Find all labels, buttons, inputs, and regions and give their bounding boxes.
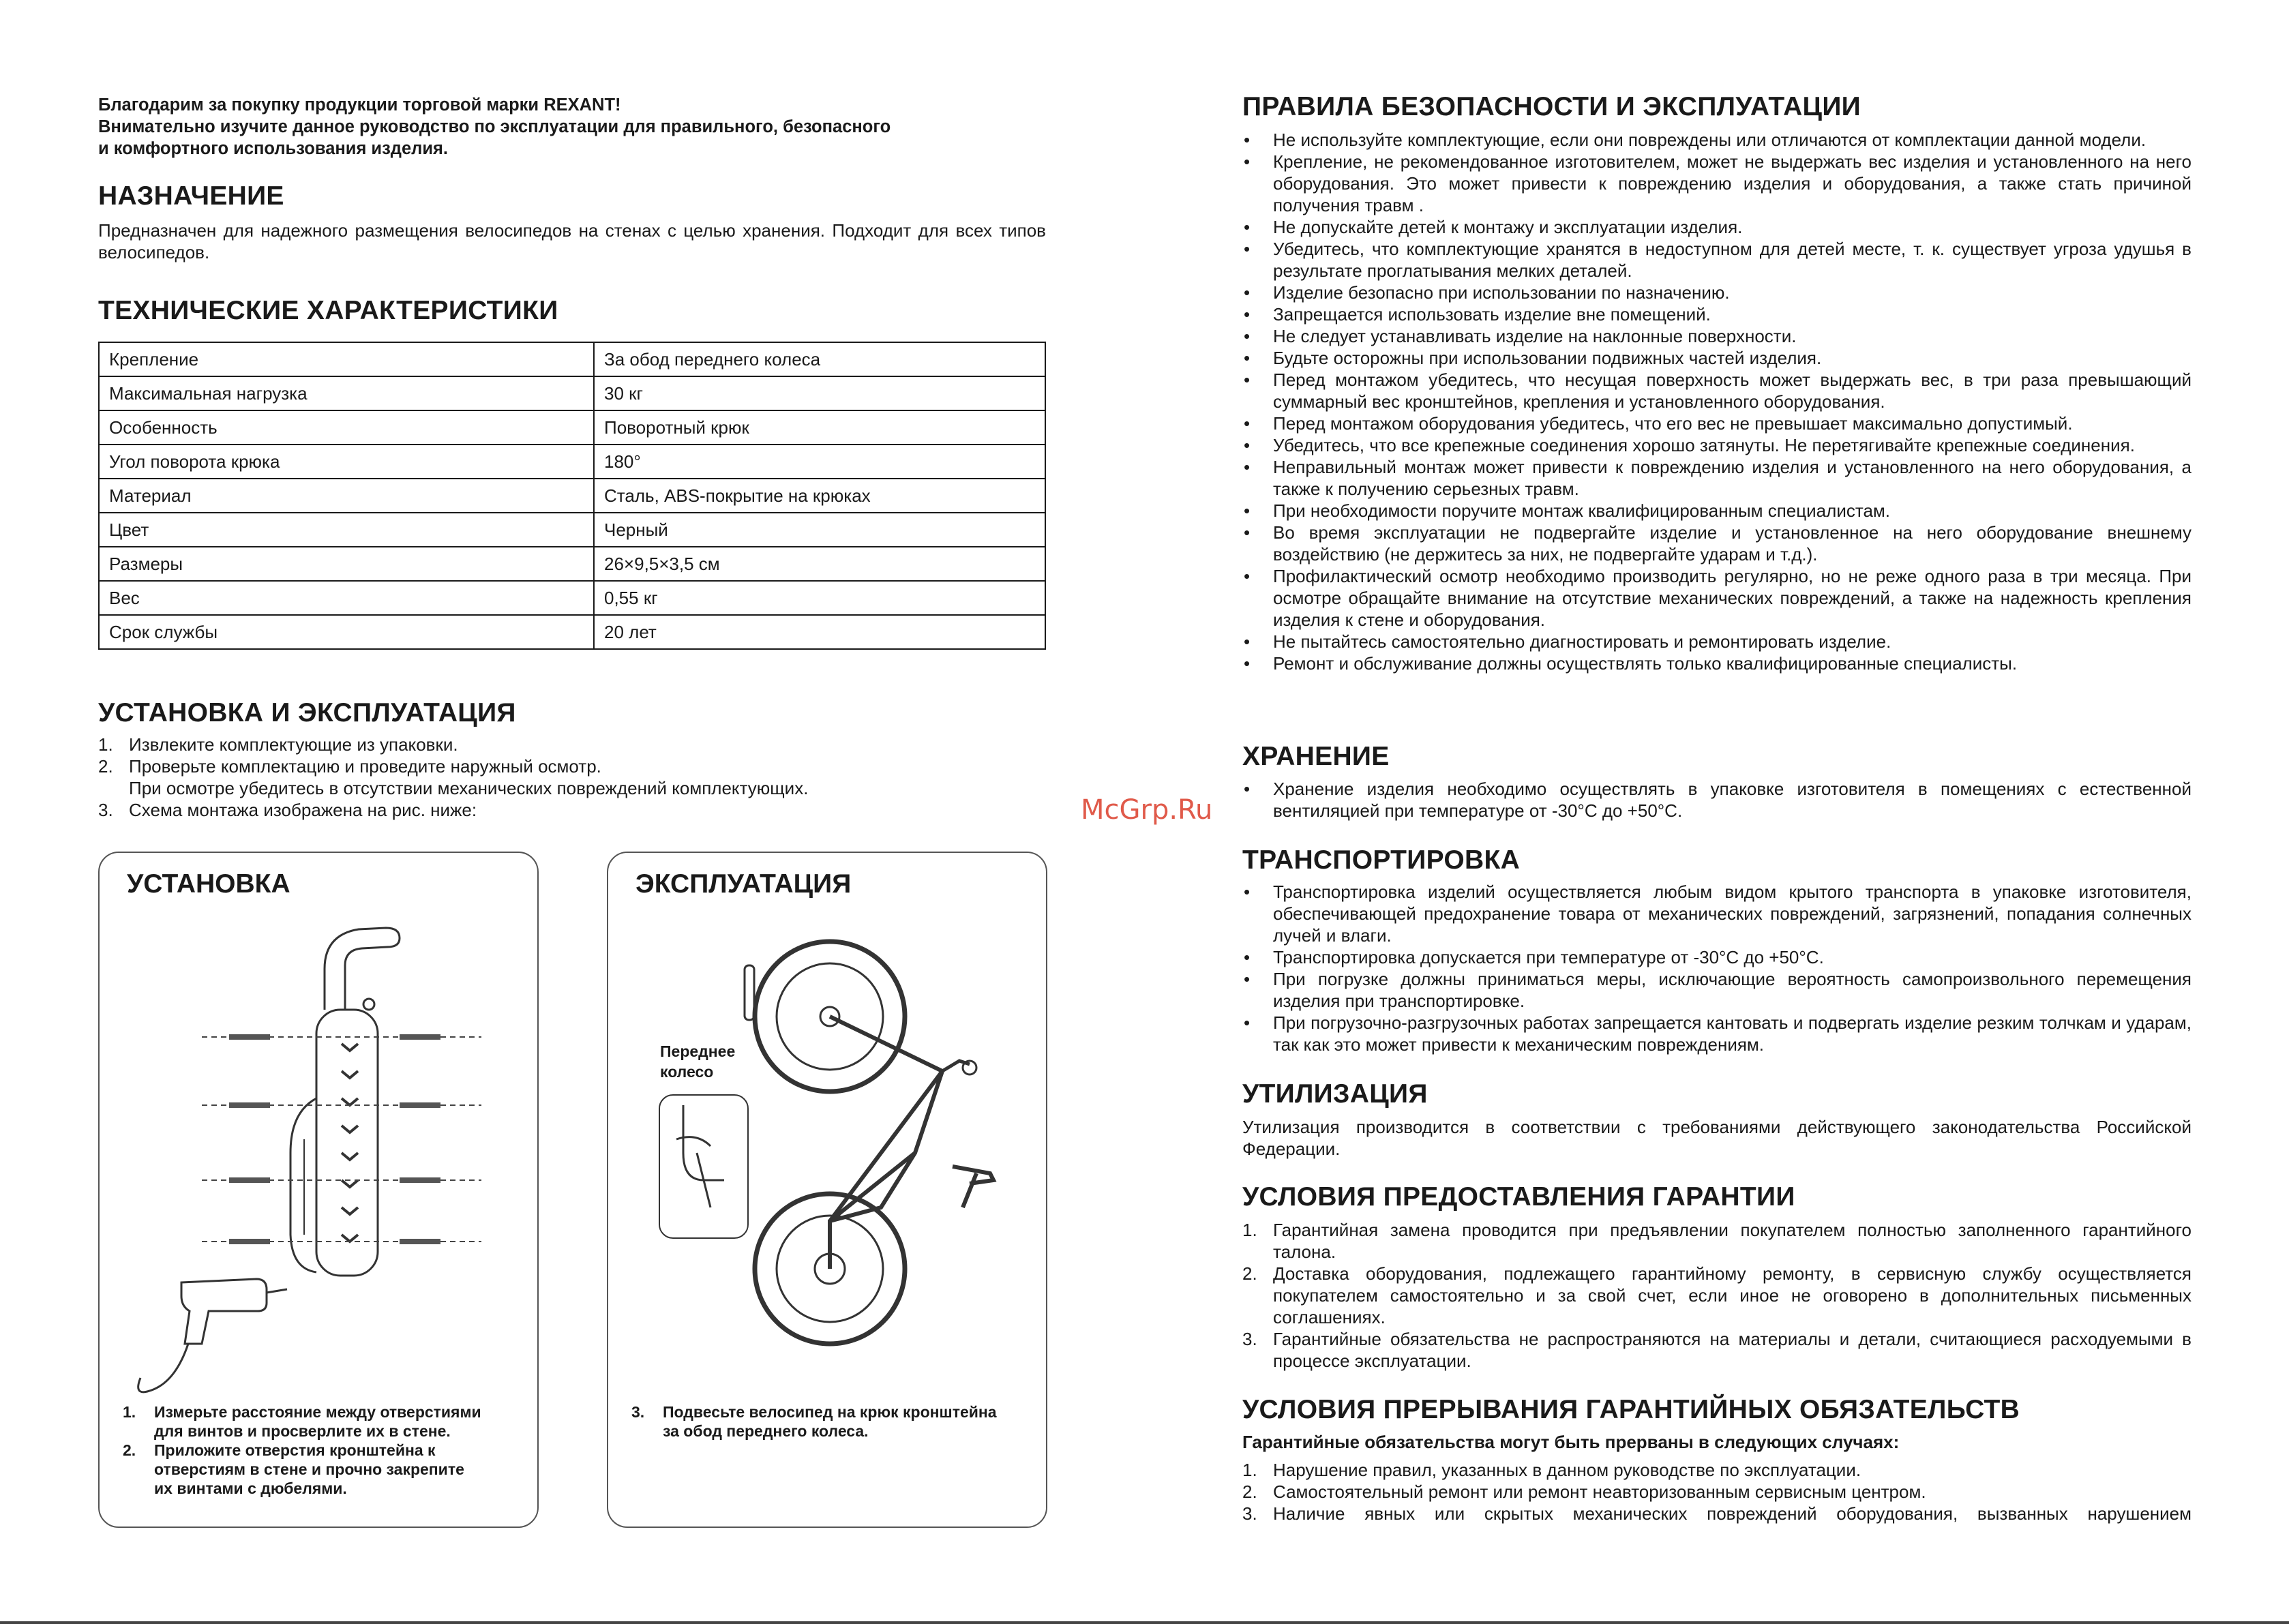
item-text: Гарантийная замена проводится при предъявлении покупателем полностью заполненного гарантийного талона. [1273, 1220, 2191, 1262]
item-number: 2. [1242, 1263, 1257, 1284]
step-number: 1. [98, 734, 113, 755]
warranty-heading: УСЛОВИЯ ПРЕДОСТАВЛЕНИЯ ГАРАНТИИ [1242, 1182, 1795, 1212]
spec-value: 0,55 кг [594, 581, 1045, 615]
hook-shape [325, 928, 400, 1010]
install-panel [98, 852, 539, 1528]
table-row [99, 479, 1045, 513]
step-text: Схема монтажа изображена на рис. ниже: [129, 800, 477, 820]
list-item: • Ремонт и обслуживание должны осуществлять только квалифицированные специалисты. [1242, 652, 2191, 674]
note-line: Измерьте расстояние между отверстиями [154, 1403, 481, 1421]
specs-table [98, 342, 1046, 650]
spec-value: Сталь, ABS-покрытие на крюках [594, 479, 1045, 513]
spec-label: Материал [99, 479, 594, 513]
spec-value: Черный [594, 513, 1045, 547]
spec-label: Срок службы [99, 615, 594, 649]
list-item: • Убедитесь, что комплектующие хранятся в недоступном для детей месте, т. к. существует угроза удушья в результате проглатывания мелких деталей. [1242, 238, 2191, 282]
step-extra: При осмотре убедитесь в отсутствии механических повреждений комплектующих. [129, 778, 809, 798]
note-line: их винтами с дюбелями. [154, 1479, 347, 1497]
transport-list [1242, 881, 2191, 1055]
note-number: 2. [123, 1441, 136, 1459]
list-item: • Перед монтажом оборудования убедитесь, что его вес не превышает максимально допустимый. [1242, 412, 2191, 434]
table-row [99, 410, 1045, 445]
list-item: • Профилактический осмотр необходимо производить регулярно, но не реже одного раза в три месяца. При осмотре обращайте внимание на отсутствие механических повреждений, а также на надежность крепления изделия к стене и оборудования. [1242, 565, 2191, 631]
list-item: • Запрещается использовать изделие вне помещений. [1242, 303, 2191, 325]
use-notes [631, 1402, 997, 1441]
table-row [99, 615, 1045, 649]
list-item: • Не используйте комплектующие, если они повреждены или отличаются от комплектации данной модели. [1242, 129, 2191, 151]
list-item [1242, 1263, 2191, 1328]
spec-label: Размеры [99, 547, 594, 581]
screw-icons [229, 1034, 440, 1244]
storage-heading: ХРАНЕНИЕ [1242, 742, 1390, 771]
storage-list [1242, 778, 2191, 822]
disposal-text: Утилизация производится в соответствии с требованиями действующего законодательства Российской Федерации. [1242, 1117, 2191, 1159]
termination-list [1242, 1459, 2191, 1524]
item-number: 1. [1242, 1460, 1257, 1480]
install-panel-title: УСТАНОВКА [127, 869, 290, 899]
table-row [99, 342, 1045, 376]
transport-heading: ТРАНСПОРТИРОВКА [1242, 845, 1521, 875]
table-row [99, 581, 1045, 615]
spec-label: Цвет [99, 513, 594, 547]
list-item: • Транспортировка допускается при температуре от -30°С до +50°С. [1242, 946, 2191, 968]
intro-line-3: и комфортного использования изделия. [98, 139, 448, 158]
use-panel [607, 852, 1047, 1528]
termination-heading: УСЛОВИЯ ПРЕРЫВАНИЯ ГАРАНТИЙНЫХ ОБЯЗАТЕЛЬСТВ [1242, 1395, 2020, 1424]
list-item [1242, 1459, 2191, 1481]
list-item: • При погрузке должны приниматься меры, исключающие вероятность самопроизвольного перемещения изделия при транспортировке. [1242, 968, 2191, 1012]
page-bottom-rule [0, 1621, 2289, 1624]
item-text: Самостоятельный ремонт или ремонт неавторизованным сервисным центром. [1273, 1482, 1926, 1502]
specs-heading: ТЕХНИЧЕСКИЕ ХАРАКТЕРИСТИКИ [98, 296, 558, 325]
use-panel-title: ЭКСПЛУАТАЦИЯ [635, 869, 852, 899]
list-item [98, 755, 1046, 799]
spec-label: Особенность [99, 410, 594, 445]
list-item [1242, 1328, 2191, 1372]
step-number: 3. [98, 800, 113, 820]
label-line: колесо [660, 1063, 714, 1081]
table-row [99, 513, 1045, 547]
installation-steps [98, 734, 1046, 821]
spec-label: Вес [99, 581, 594, 615]
item-number: 3. [1242, 1503, 1257, 1524]
item-text: Гарантийные обязательства не распространяются на материалы и детали, считающиеся расходуемыми в процессе эксплуатации. [1273, 1329, 2191, 1371]
spec-label: Максимальная нагрузка [99, 376, 594, 410]
list-item [1242, 1219, 2191, 1263]
intro [98, 94, 891, 160]
intro-line-2: Внимательно изучите данное руководство по эксплуатации для правильного, безопасного [98, 117, 891, 136]
list-item: • Убедитесь, что все крепежные соединения хорошо затянуты. Не перетягивайте крепежные соединения. [1242, 434, 2191, 456]
note-line: за обод переднего колеса. [663, 1422, 869, 1440]
note-number: 3. [631, 1403, 645, 1421]
spec-label: Крепление [99, 342, 594, 376]
note-line: Подвесьте велосипед на крюк кронштейна [663, 1403, 997, 1421]
item-number: 2. [1242, 1482, 1257, 1502]
step-number: 2. [98, 756, 113, 777]
list-item [1242, 1503, 2191, 1524]
list-item: • Крепление, не рекомендованное изготовителем, может не выдержать вес изделия и установленного на него оборудования. Это может привести к повреждению изделия и оборудования, а также стать причиной получения травм . [1242, 151, 2191, 216]
step-text: Извлеките комплектующие из упаковки. [129, 734, 458, 755]
list-item: • Неправильный монтаж может привести к повреждению изделия и установленного на него оборудования, а также к получению серьезных травм. [1242, 456, 2191, 500]
spec-label: Угол поворота крюка [99, 445, 594, 479]
label-line: Переднее [660, 1042, 736, 1060]
list-item [631, 1402, 997, 1441]
safety-list [1242, 129, 2191, 674]
list-item: • При погрузочно-разгрузочных работах запрещается кантовать и подвергать изделие резким толчкам и ударам, так как это может привести к механическим повреждениям. [1242, 1012, 2191, 1055]
step-text: Проверьте комплектацию и проведите наружный осмотр. [129, 756, 601, 777]
installation-heading: УСТАНОВКА И ЭКСПЛУАТАЦИЯ [98, 698, 516, 727]
saddle [953, 1167, 993, 1207]
list-item: • Не пытайтесь самостоятельно диагностировать и ремонтировать изделие. [1242, 631, 2191, 652]
safety-heading: ПРАВИЛА БЕЗОПАСНОСТИ И ЭКСПЛУАТАЦИИ [1242, 92, 1861, 121]
watermark: McGrp.Ru [1081, 794, 1213, 826]
item-number: 1. [1242, 1220, 1257, 1240]
spec-value: 180° [594, 445, 1045, 479]
spec-value: 26×9,5×3,5 см [594, 547, 1045, 581]
list-item: • Изделие безопасно при использовании по назначению. [1242, 282, 2191, 303]
list-item: • Не следует устанавливать изделие на наклонные поверхности. [1242, 325, 2191, 347]
list-item [123, 1402, 481, 1441]
drill-icon [138, 1279, 287, 1392]
note-number: 1. [123, 1403, 136, 1421]
item-number: 3. [1242, 1329, 1257, 1349]
list-item: • Хранение изделия необходимо осуществлять в упаковке изготовителя в помещениях с естественной вентиляцией при температуре от -30°С до +50°С. [1242, 778, 2191, 822]
spec-value: Поворотный крюк [594, 410, 1045, 445]
note-line: отверстиям в стене и прочно закрепите [154, 1460, 464, 1478]
purpose-heading: НАЗНАЧЕНИЕ [98, 181, 284, 211]
note-line: для винтов и просверлите их в стене. [154, 1422, 451, 1440]
item-text: Нарушение правил, указанных в данном руководстве по эксплуатации. [1273, 1460, 1861, 1480]
list-item: • Транспортировка изделий осуществляется любым видом крытого транспорта в упаковке изготовителя, обеспечивающей предохранение товара от механических повреждений, загрязнений, попадания солнечных лучей и влаги. [1242, 881, 2191, 946]
list-item [123, 1441, 481, 1498]
table-row [99, 376, 1045, 410]
disposal-heading: УТИЛИЗАЦИЯ [1242, 1079, 1428, 1109]
bike-frame [830, 1017, 942, 1269]
list-item [98, 734, 1046, 755]
chevron-icons [342, 1044, 358, 1242]
detail-inset [659, 1095, 748, 1238]
list-item: • Перед монтажом убедитесь, что несущая поверхность может выдержать вес, в три раза превышающий суммарный вес кронштейнов, крепления и установленного оборудования. [1242, 369, 2191, 412]
table-row [99, 445, 1045, 479]
purpose-text: Предназначен для надежного размещения велосипедов на стенах с целью хранения. Подходит для всех типов велосипедов. [98, 220, 1046, 262]
note-line: Приложите отверстия кронштейна к [154, 1441, 436, 1459]
install-notes [123, 1402, 481, 1498]
warranty-list [1242, 1219, 2191, 1372]
spec-value: За обод переднего колеса [594, 342, 1045, 376]
list-item: • При необходимости поручите монтаж квалифицированным специалистам. [1242, 500, 2191, 522]
intro-line-1: Благодарим за покупку продукции торговой марки REXANT! [98, 95, 621, 115]
list-item: • Будьте осторожны при использовании подвижных частей изделия. [1242, 347, 2191, 369]
drill-lines [202, 1037, 481, 1242]
item-text: Доставка оборудования, подлежащего гарантийному ремонту, в сервисную службу осуществляется покупателем самостоятельно и за свой счет, если иное не оговорено в дополнительных письменных соглашениях. [1273, 1263, 2191, 1327]
list-item [98, 799, 1046, 821]
spec-value: 20 лет [594, 615, 1045, 649]
front-wheel-label [660, 1041, 735, 1082]
spec-value: 30 кг [594, 376, 1045, 410]
list-item [1242, 1481, 2191, 1503]
item-text: Наличие явных или скрытых механических повреждений оборудования, вызванных нарушением [1273, 1503, 2191, 1524]
list-item: • Во время эксплуатации не подвергайте изделие и установленное на него оборудование внешнему воздействию (не держитесь за них, не подвергайте ударам и т.д.). [1242, 522, 2191, 565]
table-row [99, 547, 1045, 581]
list-item: • Не допускайте детей к монтажу и эксплуатации изделия. [1242, 216, 2191, 238]
termination-subtitle: Гарантийные обязательства могут быть прерваны в следующих случаях: [1242, 1432, 1900, 1452]
